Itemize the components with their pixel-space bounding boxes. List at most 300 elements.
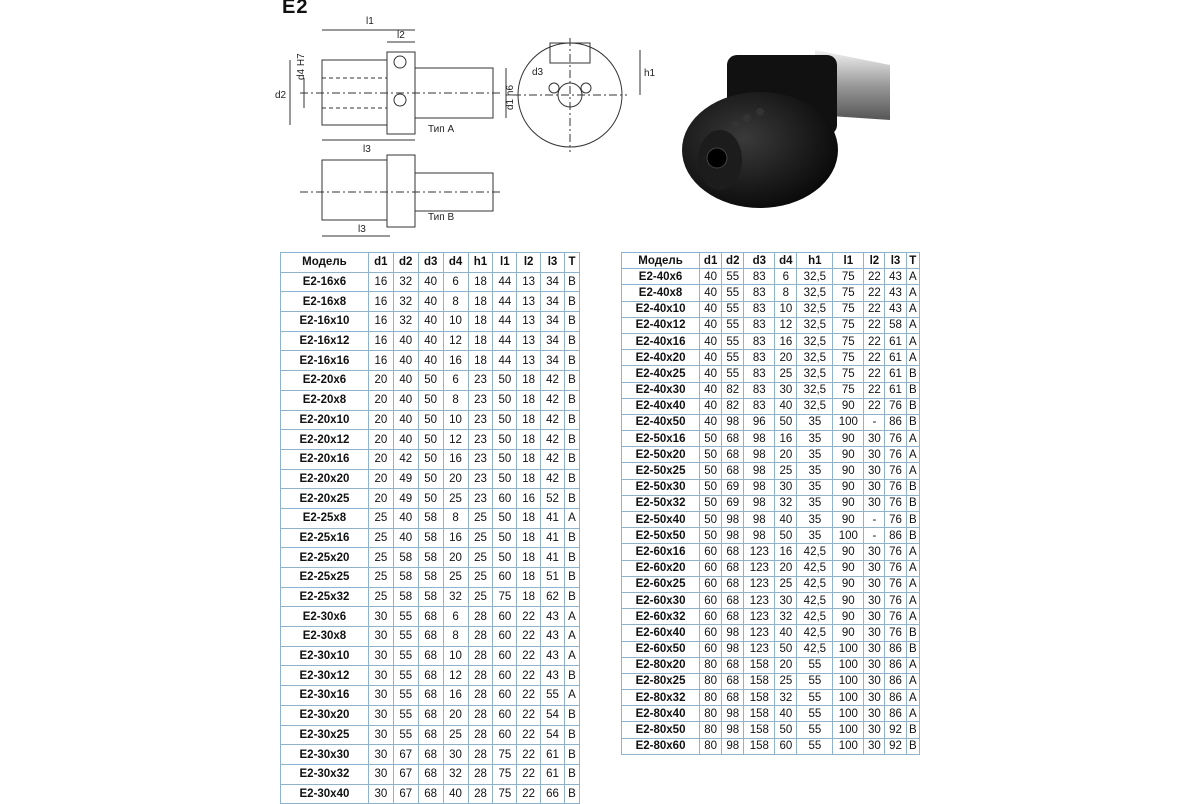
value-cell: 28	[468, 745, 493, 765]
value-cell: 30	[775, 479, 797, 495]
value-cell: 123	[744, 641, 775, 657]
value-cell: 20	[368, 469, 393, 489]
value-cell: 30	[368, 725, 393, 745]
table-row	[622, 706, 920, 722]
model-cell: E2-40x10	[622, 301, 700, 317]
model-cell: E2-40x6	[622, 269, 700, 285]
model-cell: E2-30x30	[281, 745, 369, 765]
value-cell: 100	[833, 641, 864, 657]
value-cell: 55	[393, 627, 418, 647]
value-cell: A	[906, 285, 919, 301]
value-cell: 32,5	[797, 301, 833, 317]
value-cell: 18	[468, 331, 493, 351]
value-cell: 98	[722, 738, 744, 754]
model-cell: E2-40x30	[622, 382, 700, 398]
value-cell: 55	[541, 686, 565, 706]
value-cell: B	[564, 430, 579, 450]
table-row	[622, 333, 920, 349]
value-cell: 25	[468, 568, 493, 588]
model-cell: E2-20x10	[281, 410, 369, 430]
value-cell: 50	[493, 410, 517, 430]
value-cell: 76	[885, 592, 906, 608]
value-cell: 20	[775, 447, 797, 463]
value-cell: 18	[517, 587, 541, 607]
value-cell: 40	[418, 272, 443, 292]
value-cell: 23	[468, 469, 493, 489]
value-cell: 42,5	[797, 592, 833, 608]
value-cell: B	[564, 745, 579, 765]
value-cell: B	[564, 705, 579, 725]
value-cell: 16	[368, 331, 393, 351]
value-cell: A	[906, 269, 919, 285]
value-cell: 60	[700, 609, 722, 625]
value-cell: B	[906, 382, 919, 398]
value-cell: 22	[517, 666, 541, 686]
value-cell: B	[564, 548, 579, 568]
value-cell: 50	[775, 414, 797, 430]
value-cell: 83	[744, 269, 775, 285]
value-cell: 61	[541, 764, 565, 784]
value-cell: A	[564, 607, 579, 627]
model-cell: E2-40x25	[622, 366, 700, 382]
value-cell: 55	[797, 706, 833, 722]
model-cell: E2-25x25	[281, 568, 369, 588]
value-cell: 6	[443, 607, 468, 627]
value-cell: 60	[493, 568, 517, 588]
value-cell: 40	[700, 366, 722, 382]
table-row	[622, 609, 920, 625]
value-cell: 60	[700, 576, 722, 592]
model-cell: E2-50x50	[622, 528, 700, 544]
value-cell: A	[564, 646, 579, 666]
model-cell: E2-60x32	[622, 609, 700, 625]
value-cell: 50	[700, 512, 722, 528]
value-cell: A	[564, 508, 579, 528]
value-cell: 50	[700, 431, 722, 447]
value-cell: 30	[864, 560, 885, 576]
value-cell: 13	[517, 312, 541, 332]
value-cell: 16	[368, 351, 393, 371]
value-cell: 50	[418, 489, 443, 509]
value-cell: B	[906, 366, 919, 382]
value-cell: 30	[775, 592, 797, 608]
value-cell: 61	[885, 350, 906, 366]
column-header: d3	[744, 253, 775, 269]
label-l2: l2	[397, 30, 405, 41]
value-cell: 40	[700, 382, 722, 398]
value-cell: 42,5	[797, 641, 833, 657]
value-cell: 80	[700, 673, 722, 689]
value-cell: 32	[393, 292, 418, 312]
value-cell: B	[906, 398, 919, 414]
value-cell: 68	[722, 463, 744, 479]
model-cell: E2-60x20	[622, 560, 700, 576]
label-l3-a: l3	[363, 144, 371, 155]
value-cell: 50	[700, 495, 722, 511]
value-cell: 69	[722, 495, 744, 511]
value-cell: 30	[864, 641, 885, 657]
value-cell: 16	[443, 528, 468, 548]
value-cell: B	[906, 722, 919, 738]
label-type-a: Тип А	[428, 124, 455, 135]
value-cell: 40	[393, 351, 418, 371]
table-row	[281, 410, 580, 430]
value-cell: 22	[864, 366, 885, 382]
value-cell: 20	[368, 489, 393, 509]
value-cell: 41	[541, 508, 565, 528]
value-cell: 49	[393, 489, 418, 509]
value-cell: 58	[393, 587, 418, 607]
label-d1: d1 h6	[505, 84, 516, 110]
value-cell: 30	[368, 764, 393, 784]
value-cell: 8	[775, 285, 797, 301]
value-cell: 40	[700, 285, 722, 301]
value-cell: 13	[517, 272, 541, 292]
table-row	[281, 351, 580, 371]
value-cell: 60	[493, 705, 517, 725]
value-cell: 158	[744, 673, 775, 689]
value-cell: 18	[517, 548, 541, 568]
value-cell: 50	[493, 528, 517, 548]
table-row	[622, 285, 920, 301]
value-cell: 68	[722, 560, 744, 576]
value-cell: 50	[493, 430, 517, 450]
value-cell: 50	[493, 390, 517, 410]
value-cell: 92	[885, 722, 906, 738]
table-row	[281, 548, 580, 568]
value-cell: 16	[775, 333, 797, 349]
value-cell: 76	[885, 512, 906, 528]
value-cell: 86	[885, 706, 906, 722]
table-row	[622, 382, 920, 398]
value-cell: 40	[393, 371, 418, 391]
value-cell: 68	[722, 673, 744, 689]
value-cell: 50	[493, 371, 517, 391]
value-cell: 28	[468, 686, 493, 706]
value-cell: 100	[833, 528, 864, 544]
value-cell: 20	[368, 371, 393, 391]
value-cell: 42	[541, 371, 565, 391]
value-cell: 75	[833, 382, 864, 398]
value-cell: 55	[722, 285, 744, 301]
model-cell: E2-40x12	[622, 317, 700, 333]
value-cell: B	[564, 292, 579, 312]
table-row	[281, 430, 580, 450]
value-cell: 16	[775, 544, 797, 560]
value-cell: 22	[517, 745, 541, 765]
table-row	[622, 673, 920, 689]
table-row	[281, 528, 580, 548]
table-row	[281, 587, 580, 607]
label-type-b: Тип В	[428, 212, 455, 223]
table-row	[281, 469, 580, 489]
column-header: d4	[775, 253, 797, 269]
value-cell: 42	[393, 449, 418, 469]
value-cell: 68	[418, 666, 443, 686]
value-cell: 23	[468, 410, 493, 430]
value-cell: 10	[443, 646, 468, 666]
value-cell: 68	[722, 447, 744, 463]
value-cell: 16	[775, 431, 797, 447]
value-cell: 32	[775, 495, 797, 511]
value-cell: A	[906, 317, 919, 333]
value-cell: 76	[885, 463, 906, 479]
value-cell: A	[906, 350, 919, 366]
value-cell: 23	[468, 449, 493, 469]
value-cell: 30	[864, 544, 885, 560]
value-cell: 22	[517, 725, 541, 745]
value-cell: A	[906, 657, 919, 673]
model-cell: E2-16x10	[281, 312, 369, 332]
value-cell: B	[564, 587, 579, 607]
value-cell: 42	[541, 469, 565, 489]
value-cell: 25	[775, 673, 797, 689]
value-cell: B	[564, 371, 579, 391]
value-cell: 68	[418, 764, 443, 784]
model-cell: E2-50x32	[622, 495, 700, 511]
value-cell: 30	[368, 646, 393, 666]
value-cell: 30	[864, 576, 885, 592]
value-cell: 28	[468, 784, 493, 804]
value-cell: 8	[443, 390, 468, 410]
column-header: l1	[833, 253, 864, 269]
value-cell: 61	[541, 745, 565, 765]
value-cell: 83	[744, 301, 775, 317]
value-cell: 98	[744, 463, 775, 479]
column-header: d4	[443, 253, 468, 273]
table-row	[281, 686, 580, 706]
value-cell: 80	[700, 738, 722, 754]
column-header: l1	[493, 253, 517, 273]
value-cell: 30	[864, 447, 885, 463]
value-cell: 30	[368, 745, 393, 765]
value-cell: 43	[541, 666, 565, 686]
value-cell: 90	[833, 463, 864, 479]
value-cell: 60	[700, 544, 722, 560]
column-header: h1	[468, 253, 493, 273]
value-cell: 25	[443, 489, 468, 509]
value-cell: 44	[493, 312, 517, 332]
table-row	[622, 495, 920, 511]
value-cell: 90	[833, 447, 864, 463]
table-row	[281, 312, 580, 332]
value-cell: 76	[885, 398, 906, 414]
table-row	[281, 568, 580, 588]
model-cell: E2-16x12	[281, 331, 369, 351]
value-cell: 34	[541, 272, 565, 292]
model-cell: E2-25x8	[281, 508, 369, 528]
table-row	[622, 625, 920, 641]
value-cell: 22	[864, 269, 885, 285]
value-cell: 30	[864, 479, 885, 495]
table-row	[622, 560, 920, 576]
value-cell: 83	[744, 366, 775, 382]
value-cell: 68	[418, 607, 443, 627]
value-cell: A	[906, 560, 919, 576]
value-cell: 75	[833, 317, 864, 333]
value-cell: 10	[775, 301, 797, 317]
value-cell: 35	[797, 479, 833, 495]
value-cell: 30	[864, 431, 885, 447]
value-cell: 82	[722, 382, 744, 398]
value-cell: 50	[418, 430, 443, 450]
table-row	[281, 331, 580, 351]
value-cell: 158	[744, 722, 775, 738]
product-photo	[665, 30, 915, 220]
table-row	[281, 705, 580, 725]
value-cell: 90	[833, 576, 864, 592]
value-cell: 50	[775, 722, 797, 738]
table-row	[622, 576, 920, 592]
value-cell: 158	[744, 690, 775, 706]
value-cell: 32	[775, 609, 797, 625]
value-cell: 12	[775, 317, 797, 333]
value-cell: 25	[443, 725, 468, 745]
value-cell: A	[564, 686, 579, 706]
model-cell: E2-20x8	[281, 390, 369, 410]
value-cell: 60	[493, 607, 517, 627]
value-cell: 28	[468, 607, 493, 627]
value-cell: 20	[368, 390, 393, 410]
column-header: d1	[700, 253, 722, 269]
value-cell: 34	[541, 312, 565, 332]
value-cell: 90	[833, 609, 864, 625]
value-cell: 75	[493, 764, 517, 784]
model-cell: E2-16x6	[281, 272, 369, 292]
value-cell: 30	[368, 666, 393, 686]
table-row	[281, 745, 580, 765]
value-cell: 40	[700, 301, 722, 317]
value-cell: B	[906, 479, 919, 495]
value-cell: 22	[517, 764, 541, 784]
model-cell: E2-80x20	[622, 657, 700, 673]
value-cell: 55	[393, 705, 418, 725]
value-cell: 18	[468, 351, 493, 371]
value-cell: 55	[393, 725, 418, 745]
table-row	[622, 447, 920, 463]
holder-body-b	[322, 160, 387, 220]
model-cell: E2-50x20	[622, 447, 700, 463]
value-cell: 44	[493, 331, 517, 351]
value-cell: 34	[541, 292, 565, 312]
value-cell: 83	[744, 285, 775, 301]
value-cell: 23	[468, 390, 493, 410]
value-cell: 55	[722, 333, 744, 349]
value-cell: 16	[368, 312, 393, 332]
value-cell: 58	[418, 568, 443, 588]
value-cell: 76	[885, 625, 906, 641]
table-row	[281, 646, 580, 666]
value-cell: 42,5	[797, 544, 833, 560]
column-header: Модель	[281, 253, 369, 273]
value-cell: 50	[418, 449, 443, 469]
model-cell: E2-25x32	[281, 587, 369, 607]
table-row	[281, 725, 580, 745]
value-cell: 22	[517, 646, 541, 666]
value-cell: 58	[418, 528, 443, 548]
value-cell: 90	[833, 625, 864, 641]
value-cell: 20	[368, 430, 393, 450]
value-cell: 67	[393, 784, 418, 804]
value-cell: 50	[418, 469, 443, 489]
value-cell: 42	[541, 449, 565, 469]
value-cell: 25	[468, 587, 493, 607]
value-cell: 158	[744, 706, 775, 722]
value-cell: 35	[797, 414, 833, 430]
value-cell: 42	[541, 410, 565, 430]
value-cell: 40	[775, 625, 797, 641]
value-cell: 30	[864, 463, 885, 479]
column-header: d3	[418, 253, 443, 273]
value-cell: 18	[468, 272, 493, 292]
value-cell: 158	[744, 657, 775, 673]
value-cell: 32,5	[797, 382, 833, 398]
value-cell: 42,5	[797, 609, 833, 625]
model-cell: E2-30x12	[281, 666, 369, 686]
value-cell: 40	[393, 508, 418, 528]
value-cell: 68	[722, 690, 744, 706]
table-row	[622, 544, 920, 560]
value-cell: 25	[775, 463, 797, 479]
value-cell: 54	[541, 705, 565, 725]
value-cell: 30	[864, 657, 885, 673]
value-cell: 55	[797, 722, 833, 738]
table-row	[622, 317, 920, 333]
label-h1: h1	[644, 68, 656, 79]
value-cell: 22	[517, 607, 541, 627]
value-cell: 96	[744, 414, 775, 430]
value-cell: 100	[833, 414, 864, 430]
value-cell: 83	[744, 350, 775, 366]
spec-table-left	[280, 252, 580, 804]
value-cell: -	[864, 512, 885, 528]
value-cell: 98	[722, 528, 744, 544]
model-cell: E2-50x25	[622, 463, 700, 479]
value-cell: 100	[833, 706, 864, 722]
value-cell: 32,5	[797, 317, 833, 333]
value-cell: 18	[517, 390, 541, 410]
value-cell: 58	[418, 508, 443, 528]
value-cell: 12	[443, 430, 468, 450]
value-cell: 90	[833, 398, 864, 414]
value-cell: 68	[418, 745, 443, 765]
value-cell: 22	[517, 705, 541, 725]
value-cell: 75	[833, 269, 864, 285]
table-row	[622, 269, 920, 285]
value-cell: 90	[833, 592, 864, 608]
model-cell: E2-50x40	[622, 512, 700, 528]
table-row	[281, 607, 580, 627]
value-cell: 20	[775, 350, 797, 366]
column-header: l3	[885, 253, 906, 269]
value-cell: A	[906, 431, 919, 447]
value-cell: 76	[885, 609, 906, 625]
value-cell: 28	[468, 764, 493, 784]
value-cell: 18	[468, 312, 493, 332]
value-cell: 55	[393, 666, 418, 686]
value-cell: 22	[864, 382, 885, 398]
value-cell: 76	[885, 479, 906, 495]
value-cell: 34	[541, 351, 565, 371]
value-cell: 58	[418, 548, 443, 568]
table-row	[622, 512, 920, 528]
value-cell: 60	[493, 686, 517, 706]
value-cell: 28	[468, 627, 493, 647]
value-cell: 62	[541, 587, 565, 607]
value-cell: 20	[775, 657, 797, 673]
value-cell: 43	[541, 627, 565, 647]
value-cell: 13	[517, 331, 541, 351]
